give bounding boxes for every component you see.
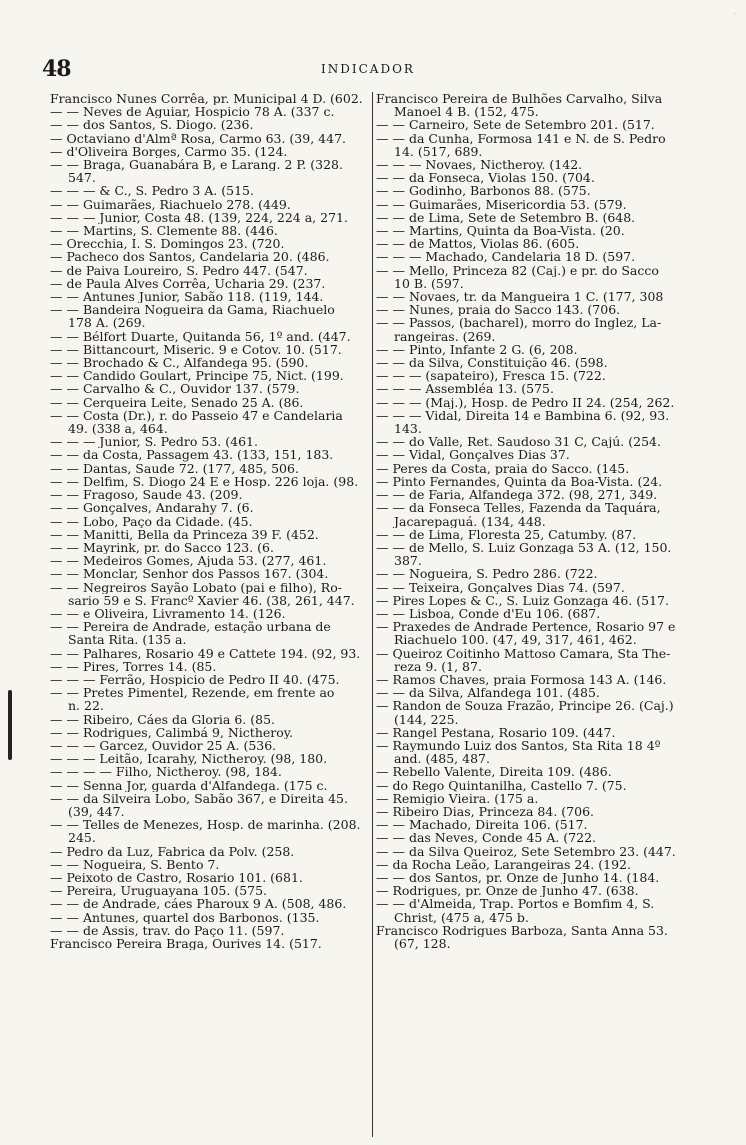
directory-entry: — Praxedes de Andrade Pertence, Rosario 97 e xyxy=(376,620,676,634)
directory-entry: — — Mayrink, pr. do Sacco 123. (6. xyxy=(50,540,274,555)
directory-entry: — — Ribeiro, Cáes da Gloria 6. (85. xyxy=(50,712,275,726)
directory-entry: — — Negreiros Sayão Lobato (pai e filho), Ro- xyxy=(50,580,342,594)
directory-entry: 178 A. (269. xyxy=(68,316,146,330)
directory-entry: — — Pires, Torres 14. (85. xyxy=(50,659,217,673)
directory-entry: Jacarepaguá. (134, 448. xyxy=(394,514,546,528)
directory-entry: — — Antunes Junior, Sabão 118. (119, 144. xyxy=(50,290,324,304)
directory-entry: — — de Mello, S. Luiz Gonzaga 53 A. (12, 150. xyxy=(376,540,672,555)
directory-entry: — Queiroz Coitinho Mattoso Camara, Sta The- xyxy=(376,646,671,660)
right-column xyxy=(376,92,698,950)
directory-entry: — Peixoto de Castro, Rosario 101. (681. xyxy=(50,870,303,885)
directory-entry: — — — — Filho, Nictheroy. (98, 184. xyxy=(50,765,282,779)
directory-entry: rangeiras. (269. xyxy=(394,329,496,343)
directory-entry: — Pacheco dos Santos, Candelaria 20. (486. xyxy=(50,250,330,264)
directory-entry: — — Novaes, tr. da Mangueira 1 C. (177, 308 xyxy=(376,290,664,304)
directory-entry: — Raymundo Luiz dos Santos, Sta Rita 18 4º xyxy=(376,738,661,753)
directory-entry: Manoel 4 B. (152, 475. xyxy=(394,105,539,119)
directory-entry: reza 9. (1, 87. xyxy=(394,659,482,673)
directory-entry: — — Dantas, Saude 72. (177, 485, 506. xyxy=(50,461,299,475)
directory-entry: — — Passos, (bacharel), morro do Inglez, La- xyxy=(376,316,662,330)
directory-entry: — — da Fonseca Telles, Fazenda da Taquára, xyxy=(376,501,661,515)
directory-entry: — — Monclar, Senhor dos Passos 167. (304. xyxy=(50,567,329,581)
directory-entry: — — da Silva Queiroz, Sete Setembro 23. (447. xyxy=(376,844,676,858)
directory-entry: — — Martins, Quinta da Boa-Vista. (20. xyxy=(376,224,625,238)
directory-entry: sario 59 e S. Francº Xavier 46. (38, 261, 447. xyxy=(68,593,355,607)
directory-entry: 14. (517, 689. xyxy=(394,144,483,159)
directory-entry: — — de Andrade, cáes Pharoux 9 A. (508, 486. xyxy=(50,897,347,911)
directory-entry: — — Carvalho & C., Ouvidor 137. (579. xyxy=(50,382,300,396)
directory-entry: — Ramos Chaves, praia Formosa 143 A. (146. xyxy=(376,672,667,687)
directory-entry: and. (485, 487. xyxy=(394,752,490,766)
directory-entry: — — Candido Goulart, Principe 75, Nict. (199. xyxy=(50,369,344,383)
directory-entry: — — de Faria, Alfandega 372. (98, 271, 349. xyxy=(376,488,658,502)
directory-entry: — — dos Santos, S. Diogo. (236. xyxy=(50,118,254,132)
directory-entry: — — Carneiro, Sete de Setembro 201. (517. xyxy=(376,118,655,132)
corner-smudge: · xyxy=(733,10,736,20)
directory-entry: — — — Machado, Candelaria 18 D. (597. xyxy=(376,250,636,264)
directory-entry: — — Brochado & C., Alfandega 95. (590. xyxy=(50,356,309,370)
directory-entry: — — Palhares, Rosario 49 e Cattete 194. (92, 93. xyxy=(50,646,361,660)
directory-entry: — — Manitti, Bella da Princeza 39 F. (452. xyxy=(50,527,319,541)
directory-entry: — Randon de Souza Frazão, Principe 26. (Caj.) xyxy=(376,699,674,713)
directory-entry: — — da Costa, Passagem 43. (133, 151, 183. xyxy=(50,448,334,462)
directory-entry: — de Paula Alves Corrêa, Ucharia 29. (237. xyxy=(50,276,326,291)
directory-entry: — — — Vidal, Direita 14 e Bambina 6. (92, 93. xyxy=(376,408,670,423)
directory-entry: — — Martins, S. Clemente 88. (446. xyxy=(50,224,278,238)
directory-entry: — — Bittancourt, Miseric. 9 e Cotov. 10. (517. xyxy=(50,342,342,357)
directory-entry: — — Pinto, Infante 2 G. (6, 208. xyxy=(376,342,578,357)
directory-entry: (39, 447. xyxy=(68,804,125,819)
column-divider xyxy=(372,92,373,1137)
directory-entry: — — Lisboa, Conde d'Eu 106. (687. xyxy=(376,606,601,621)
directory-entry: — — d'Almeida, Trap. Portos e Bomfim 4, S. xyxy=(376,897,655,911)
directory-entry: n. 22. xyxy=(68,699,104,713)
directory-entry: — Peres da Costa, praia do Sacco. (145. xyxy=(376,461,630,475)
directory-entry: — de Paiva Loureiro, S. Pedro 447. (547. xyxy=(50,263,308,277)
directory-entry: 143. xyxy=(394,422,422,436)
directory-entry: — — Cerqueira Leite, Senado 25 A. (86. xyxy=(50,395,304,409)
directory-entry: (67, 128. xyxy=(394,937,451,951)
directory-entry: — — Lobo, Paço da Cidade. (45. xyxy=(50,514,253,528)
directory-entry: — — Vidal, Gonçalves Dias 37. xyxy=(376,448,570,462)
directory-entry: — — Antunes, quartel dos Barbonos. (135. xyxy=(50,910,320,924)
directory-entry: — — Costa (Dr.), r. do Passeio 47 e Candelaria xyxy=(50,408,343,423)
directory-entry: — — — Leitão, Icarahy, Nictheroy. (98, 180. xyxy=(50,752,328,766)
directory-entry: — — Delfim, S. Diogo 24 E e Hosp. 226 loja. (98. xyxy=(50,474,359,489)
margin-ink-mark xyxy=(8,690,12,760)
directory-entry: — — Pretes Pimentel, Rezende, em frente ao xyxy=(50,686,335,700)
directory-entry: — — Senna Jor, guarda d'Alfandega. (175 c. xyxy=(50,778,328,792)
directory-entry: Santa Rita. (135 a. xyxy=(68,633,187,647)
directory-entry: — — de Mattos, Violas 86. (605. xyxy=(376,237,580,251)
directory-entry: 49. (338 a, 464. xyxy=(68,422,168,436)
directory-entry: — — Medeiros Gomes, Ajuda 53. (277, 461. xyxy=(50,554,327,568)
directory-entry: — — dos Santos, pr. Onze de Junho 14. (184. xyxy=(376,870,660,885)
directory-entry: — — e Oliveira, Livramento 14. (126. xyxy=(50,606,286,621)
directory-entry: Francisco Pereira Braga, Ourives 14. (517. xyxy=(50,937,322,951)
directory-entry: — Rodrigues, pr. Onze de Junho 47. (638. xyxy=(376,884,639,898)
directory-entry: Francisco Nunes Corrêa, pr. Municipal 4 D. (602. xyxy=(50,92,363,106)
directory-entry: — Ribeiro Dias, Princeza 84. (706. xyxy=(376,804,594,819)
left-column xyxy=(50,92,372,950)
directory-entry: — — — Ferrão, Hospicio de Pedro II 40. (475. xyxy=(50,672,340,687)
directory-entry: — — da Silva, Constituição 46. (598. xyxy=(376,356,608,370)
directory-entry: 10 B. (597. xyxy=(394,276,464,291)
directory-columns xyxy=(50,92,700,1137)
directory-entry: — — Rodrigues, Calimbá 9, Nictheroy. xyxy=(50,725,294,739)
directory-entry: — — Guimarães, Misericordia 53. (579. xyxy=(376,197,627,211)
directory-entry: — — das Neves, Conde 45 A. (722. xyxy=(376,831,597,845)
directory-entry: — Pinto Fernandes, Quinta da Boa-Vista. (24. xyxy=(376,474,663,489)
directory-entry: — — — (sapateiro), Fresca 15. (722. xyxy=(376,369,606,383)
directory-entry: — — Nogueira, S. Bento 7. xyxy=(50,857,220,871)
directory-entry: — — — (Maj.), Hosp. de Pedro II 24. (254, 262. xyxy=(376,395,675,409)
directory-entry: — — — Garcez, Ouvidor 25 A. (536. xyxy=(50,738,277,753)
directory-entry: — — Guimarães, Riachuelo 278. (449. xyxy=(50,197,291,211)
directory-entry: 387. xyxy=(394,554,422,568)
directory-entry: — d'Oliveira Borges, Carmo 35. (124. xyxy=(50,144,288,159)
directory-entry: — — de Assis, trav. do Paço 11. (597. xyxy=(50,923,285,937)
directory-entry: — — Godinho, Barbonos 88. (575. xyxy=(376,184,591,198)
directory-entry: — — da Fonseca, Violas 150. (704. xyxy=(376,171,595,185)
directory-entry: — Rangel Pestana, Rosario 109. (447. xyxy=(376,725,616,739)
directory-entry: — Remigio Vieira. (175 a. xyxy=(376,791,539,805)
directory-entry: — — Fragoso, Saude 43. (209. xyxy=(50,488,243,502)
directory-entry: — Pereira, Uruguayana 105. (575. xyxy=(50,884,268,898)
directory-entry: — — Gonçalves, Andarahy 7. (6. xyxy=(50,501,254,515)
directory-entry: — — Mello, Princeza 82 (Caj.) e pr. do Sacco xyxy=(376,263,659,277)
directory-entry: — — Braga, Guanabára B, e Larang. 2 P. (328. xyxy=(50,158,343,172)
directory-entry: — Octaviano d'Almª Rosa, Carmo 63. (39, 447. xyxy=(50,131,346,145)
directory-entry: — — — Assembléa 13. (575. xyxy=(376,382,554,396)
directory-entry: — — de Lima, Floresta 25, Catumby. (87. xyxy=(376,527,637,541)
directory-entry: — — — & C., S. Pedro 3 A. (515. xyxy=(50,184,254,198)
directory-entry: — do Rego Quintanilha, Castello 7. (75. xyxy=(376,778,627,792)
directory-entry: — — Nogueira, S. Pedro 286. (722. xyxy=(376,567,598,581)
directory-entry: — — Bélfort Duarte, Quitanda 56, 1º and. (447. xyxy=(50,329,351,343)
directory-entry: — — Pereira de Andrade, estação urbana de xyxy=(50,620,331,634)
directory-entry: Christ, (475 a, 475 b. xyxy=(394,910,529,924)
directory-entry: 547. xyxy=(68,171,96,185)
directory-entry: — — da Silva, Alfandega 101. (485. xyxy=(376,686,600,700)
page-number: 48 xyxy=(42,56,71,82)
directory-entry: Francisco Rodrigues Barboza, Santa Anna 53. xyxy=(376,923,668,937)
directory-entry: — — Neves de Aguiar, Hospicio 78 A. (337 c. xyxy=(50,105,335,119)
directory-entry: — — do Valle, Ret. Saudoso 31 C, Cajú. (254. xyxy=(376,435,661,449)
directory-entry: — da Rocha Leão, Larangeiras 24. (192. xyxy=(376,857,631,871)
directory-entry: Riachuelo 100. (47, 49, 317, 461, 462. xyxy=(394,633,637,647)
directory-entry: — — Telles de Menezes, Hosp. de marinha. (208. xyxy=(50,818,361,832)
directory-entry: — — de Lima, Sete de Setembro B. (648. xyxy=(376,210,636,225)
directory-entry: (144, 225. xyxy=(394,712,459,726)
directory-entry: — — Nunes, praia do Sacco 143. (706. xyxy=(376,303,621,317)
directory-entry: — — Bandeira Nogueira da Gama, Riachuelo xyxy=(50,303,335,317)
directory-entry: — — da Cunha, Formosa 141 e N. de S. Pedro xyxy=(376,131,666,145)
directory-entry: — Pedro da Luz, Fabrica da Polv. (258. xyxy=(50,844,295,858)
running-head: INDICADOR xyxy=(321,62,415,76)
directory-entry: — — da Silveira Lobo, Sabão 367, e Direita 45. xyxy=(50,791,348,805)
directory-entry: — — — Junior, Costa 48. (139, 224, 224 a, 271. xyxy=(50,210,348,225)
directory-entry: — — Teixeira, Gonçalves Dias 74. (597. xyxy=(376,580,625,594)
directory-entry: — — — Novaes, Nictheroy. (142. xyxy=(376,158,583,172)
directory-entry: — — Machado, Direita 106. (517. xyxy=(376,818,588,832)
directory-entry: Francisco Pereira de Bulhões Carvalho, Silva xyxy=(376,92,663,106)
directory-entry: — — — Junior, S. Pedro 53. (461. xyxy=(50,435,258,449)
page-header xyxy=(30,56,706,82)
directory-entry: — Rebello Valente, Direita 109. (486. xyxy=(376,765,612,779)
directory-entry: 245. xyxy=(68,831,96,845)
directory-entry: — Pires Lopes & C., S. Luiz Gonzaga 46. (517. xyxy=(376,593,669,607)
directory-entry: — Orecchia, I. S. Domingos 23. (720. xyxy=(50,237,285,251)
